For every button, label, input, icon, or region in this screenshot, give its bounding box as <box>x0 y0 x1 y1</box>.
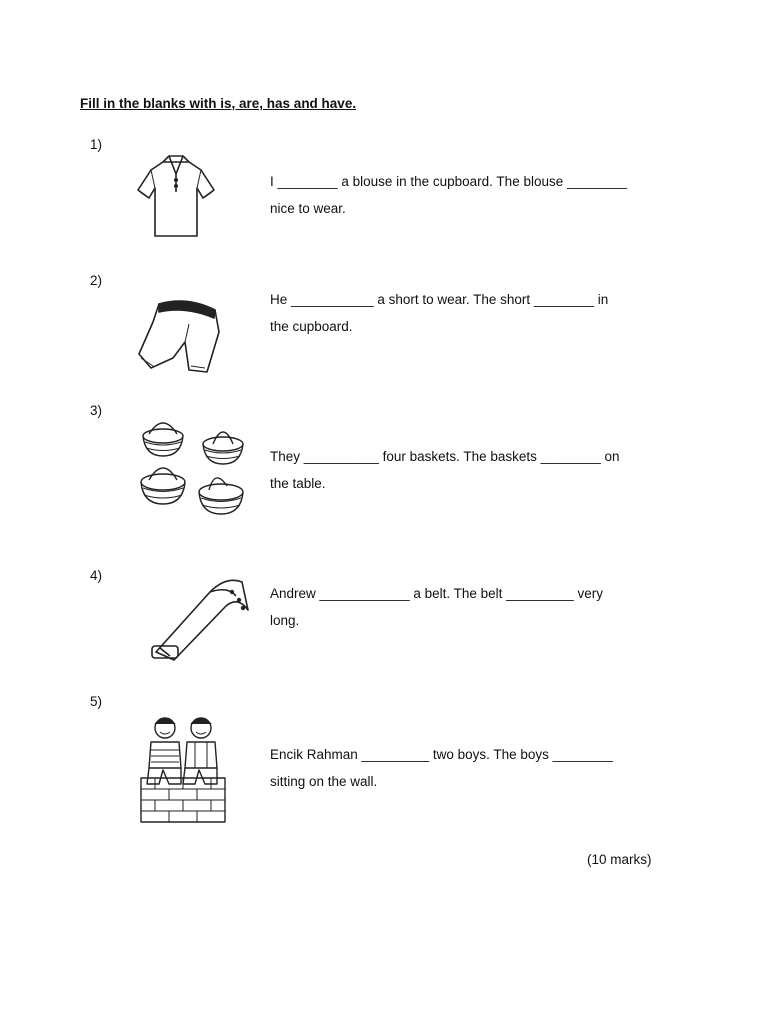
sentence-line: sitting on the wall. <box>270 774 378 789</box>
sentence-line: Andrew ____________ a belt. The belt _________ very <box>270 586 604 601</box>
question-4-sentence <box>270 580 680 634</box>
sentence-line: long. <box>270 613 300 628</box>
question-5-sentence <box>270 741 680 795</box>
question-1-sentence <box>270 168 680 222</box>
sentence-line: I ________ a blouse in the cupboard. The blouse ________ <box>270 174 628 189</box>
question-number: 1) <box>90 137 103 152</box>
sentence-line: He ___________ a short to wear. The short ________ in <box>270 292 609 307</box>
blouse-icon <box>133 152 219 242</box>
sentence-line: They __________ four baskets. The baskets ________ on <box>270 449 620 464</box>
question-number: 4) <box>90 568 103 583</box>
boys-on-wall-icon <box>135 712 231 824</box>
question-number: 5) <box>90 694 103 709</box>
baskets-icon <box>127 406 251 520</box>
question-number: 3) <box>90 403 103 418</box>
sentence-line: the cupboard. <box>270 319 353 334</box>
sentence-line: the table. <box>270 476 326 491</box>
question-3-sentence <box>270 443 680 497</box>
belt-icon <box>148 570 252 664</box>
total-marks: (10 marks) <box>587 852 652 867</box>
shorts-icon <box>135 292 225 387</box>
question-number: 2) <box>90 273 103 288</box>
sentence-line: nice to wear. <box>270 201 346 216</box>
question-2-sentence <box>270 286 680 340</box>
worksheet-heading: Fill in the blanks with is, are, has and have. <box>80 96 357 111</box>
sentence-line: Encik Rahman _________ two boys. The boys ________ <box>270 747 613 762</box>
